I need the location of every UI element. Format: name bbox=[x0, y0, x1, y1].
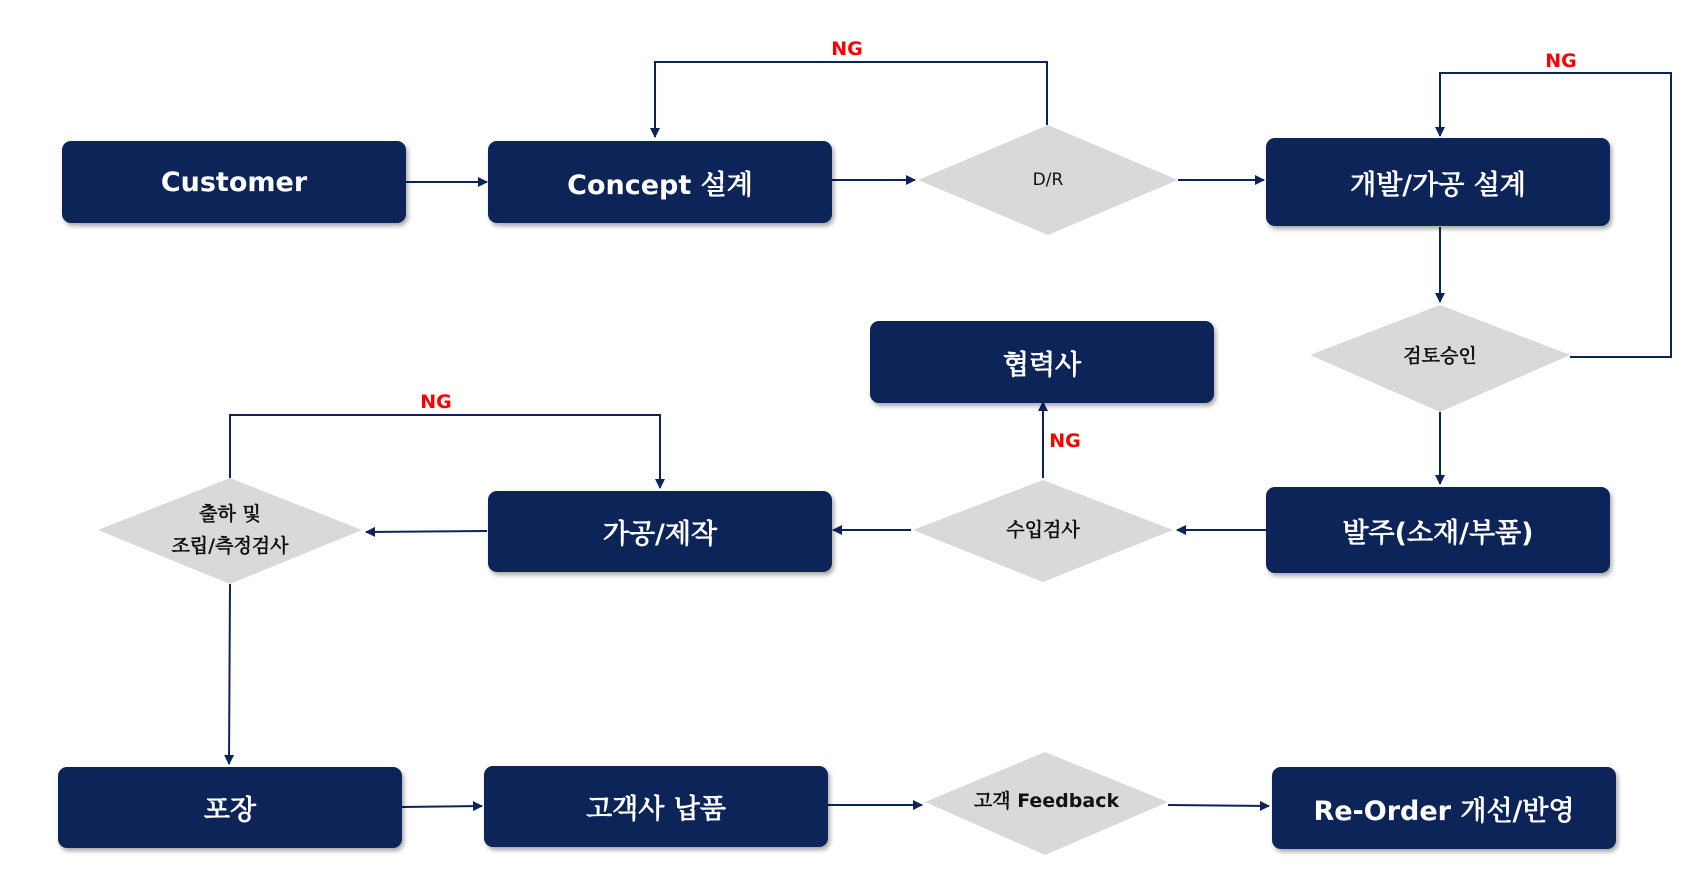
node-concept[interactable] bbox=[488, 141, 832, 223]
decision-dr[interactable] bbox=[918, 160, 1178, 200]
decision-incoming-label: 수입검사 bbox=[1006, 519, 1080, 541]
node-reorder-label: Re-Order 개선/반영 bbox=[1313, 795, 1575, 827]
decision-dr-label: D/R bbox=[1032, 170, 1064, 190]
arrow-packing-delivery bbox=[401, 806, 482, 807]
node-delivery-label: 고객사 납품 bbox=[586, 794, 726, 825]
arrow-feedback-reorder bbox=[1168, 805, 1269, 806]
node-customer-label: Customer bbox=[160, 166, 308, 198]
node-partner[interactable] bbox=[870, 321, 1214, 403]
node-dev-design-label: 개발/가공 설계 bbox=[1350, 169, 1526, 201]
decision-ship-label-line2: 조립/측정검사 bbox=[171, 535, 289, 557]
arrow-machining-ship bbox=[366, 531, 487, 532]
ng-label-review: NG bbox=[1545, 50, 1577, 72]
decision-incoming[interactable] bbox=[913, 510, 1173, 550]
node-partner-label: 협력사 bbox=[1002, 349, 1082, 381]
node-customer[interactable] bbox=[62, 141, 406, 223]
arrow-ship-packing bbox=[229, 584, 230, 764]
node-packing[interactable] bbox=[58, 767, 402, 848]
node-order-label: 발주(소재/부품) bbox=[1342, 517, 1534, 549]
node-dev-design[interactable] bbox=[1266, 138, 1610, 226]
ng-label-incoming: NG bbox=[1049, 430, 1081, 452]
decision-review-label: 검토승인 bbox=[1403, 345, 1477, 367]
loop-ship-ng bbox=[230, 415, 660, 488]
ng-label-dr: NG bbox=[831, 38, 863, 60]
decision-ship[interactable] bbox=[100, 492, 360, 568]
node-packing-label: 포장 bbox=[203, 795, 257, 826]
loop-dr-ng bbox=[655, 62, 1047, 137]
decision-ship-label-line1: 출하 및 bbox=[199, 503, 261, 525]
node-reorder[interactable] bbox=[1272, 767, 1616, 849]
node-concept-label: Concept 설계 bbox=[567, 169, 753, 201]
decision-feedback[interactable] bbox=[925, 781, 1168, 821]
node-delivery[interactable] bbox=[484, 766, 828, 847]
ng-label-ship: NG bbox=[420, 391, 452, 413]
node-machining[interactable] bbox=[488, 491, 832, 572]
node-machining-label: 가공/제작 bbox=[602, 519, 718, 550]
decision-review[interactable] bbox=[1310, 336, 1570, 376]
node-order[interactable] bbox=[1266, 487, 1610, 573]
decision-feedback-label: 고객 Feedback bbox=[973, 790, 1120, 812]
